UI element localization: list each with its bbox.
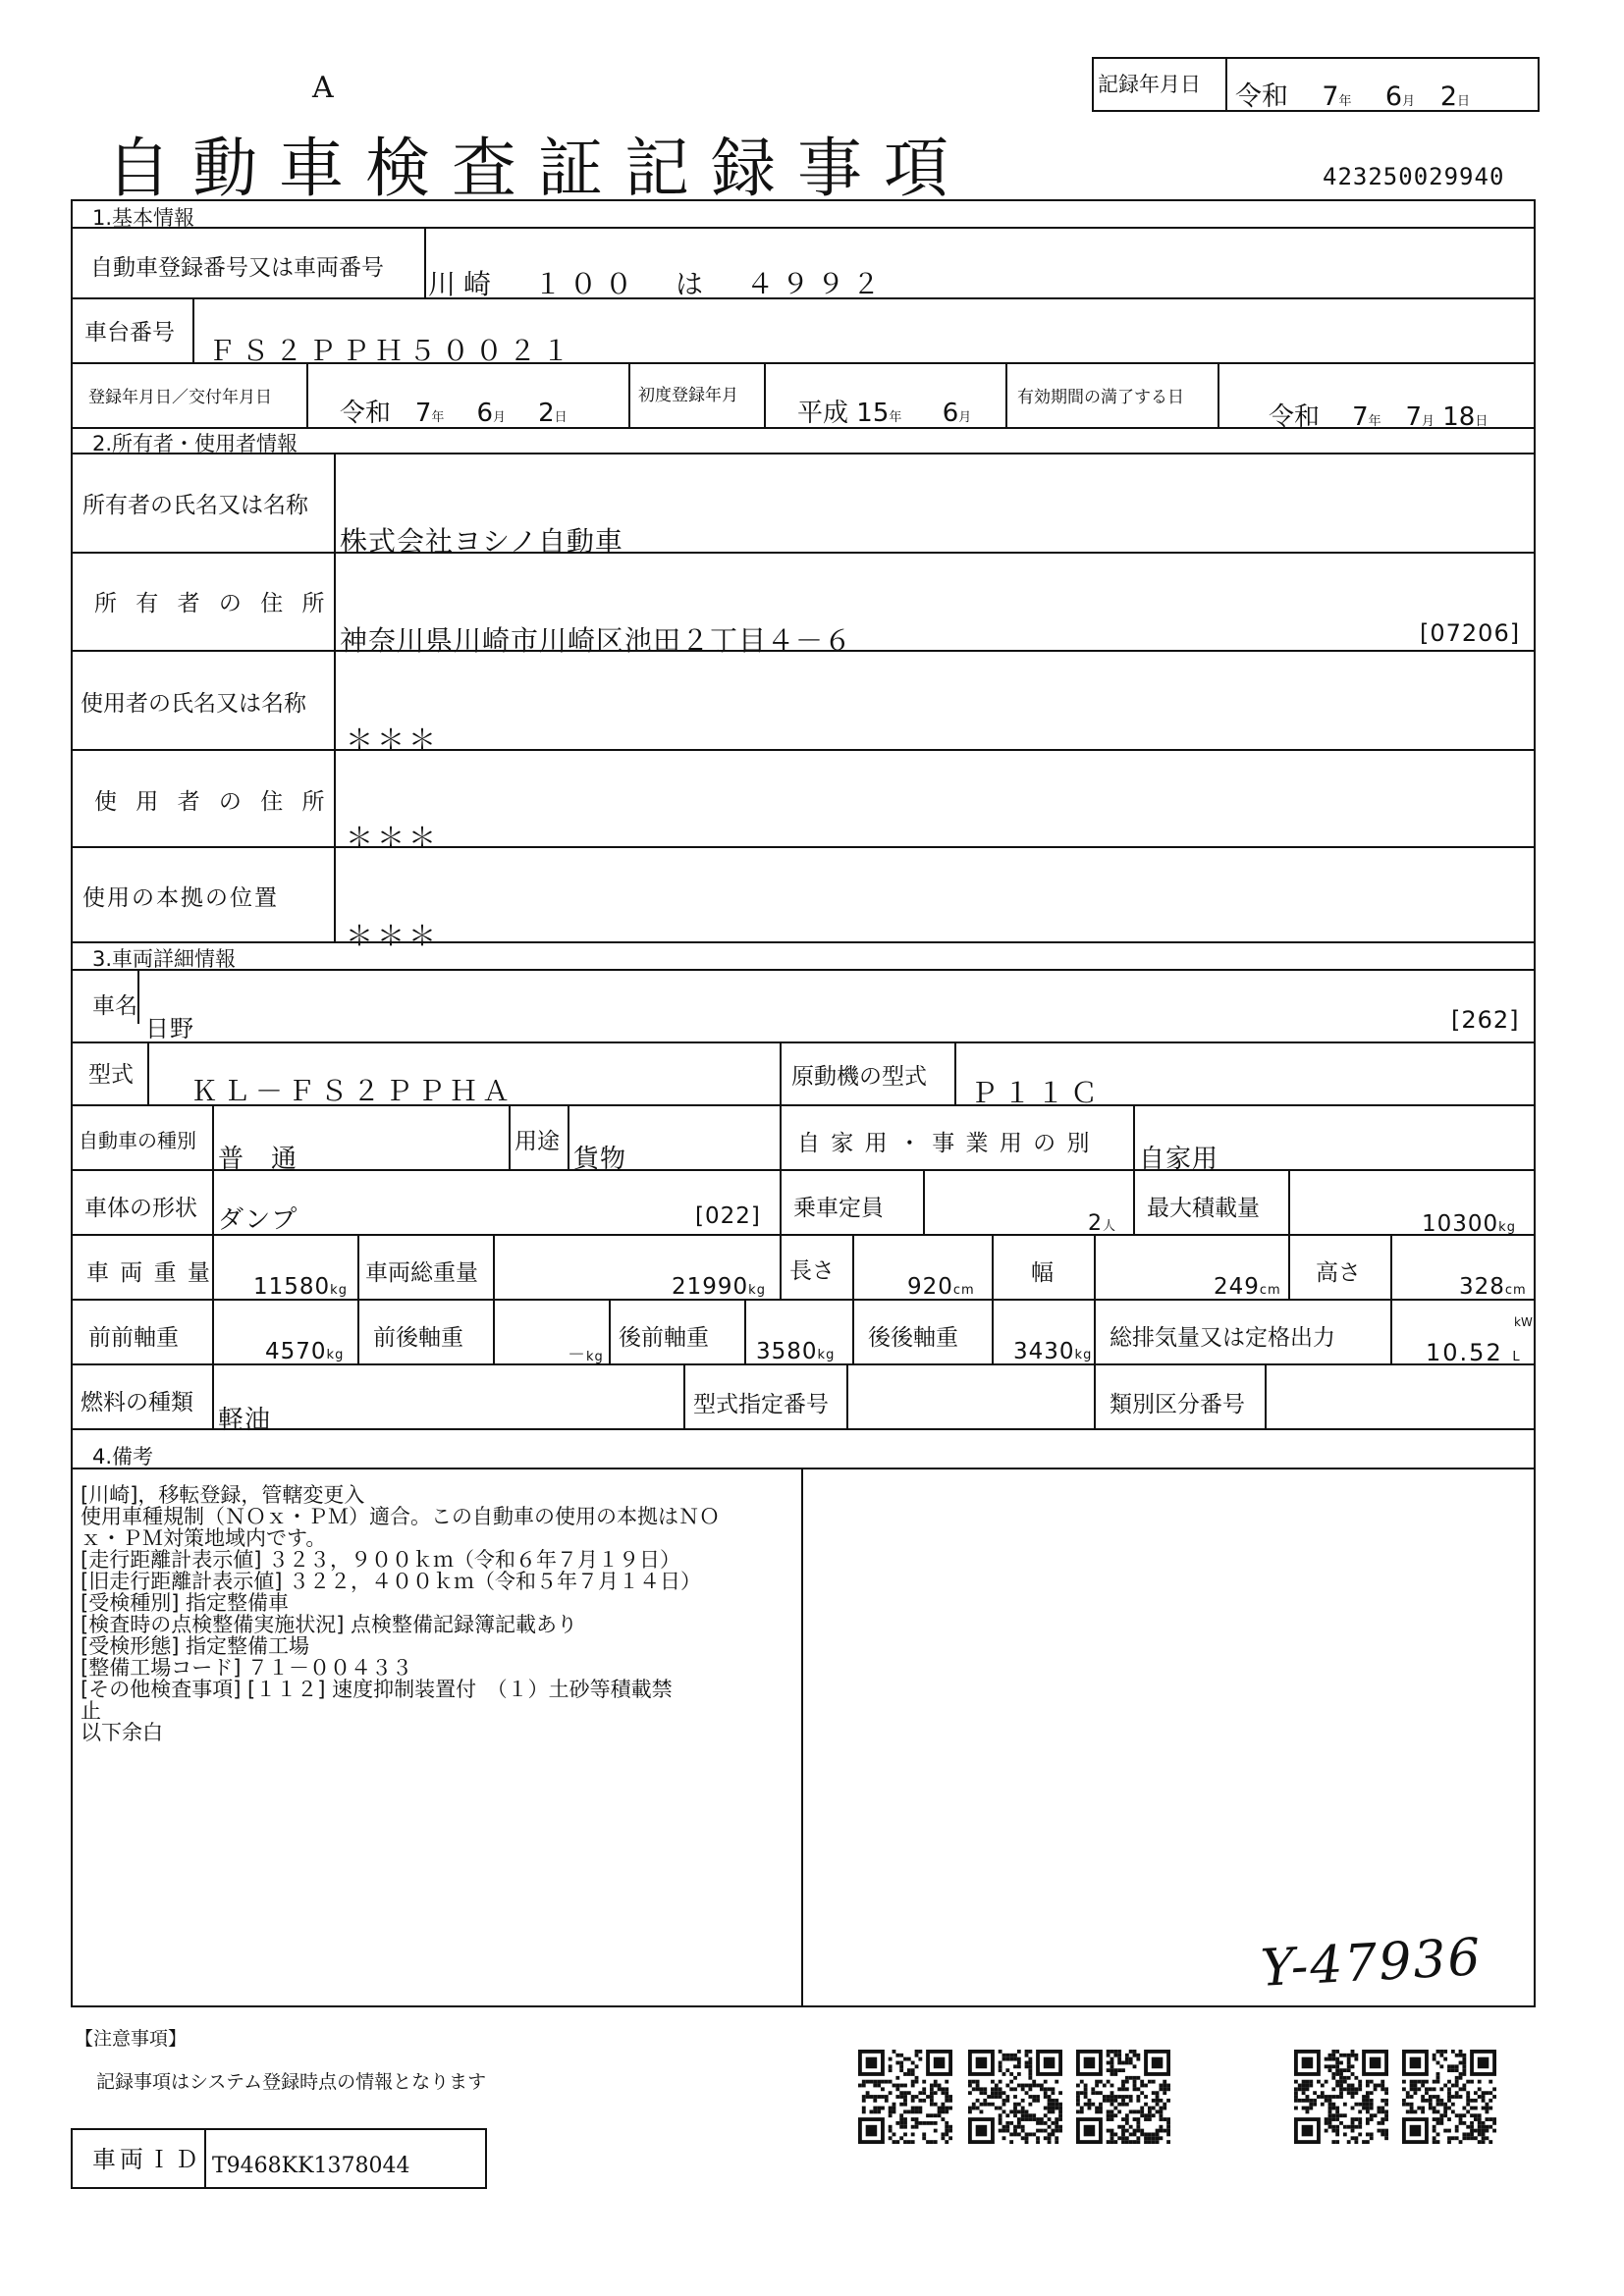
vehicle-kind-label: 自動車の種別 [79,1129,196,1152]
notes-title: 【注意事項】 [75,2028,188,2050]
max-load-value: 10300kg [1422,1211,1516,1237]
remarks-text [81,1484,720,1743]
use-value: 貨物 [573,1145,627,1174]
registration-number-label: 自動車登録番号又は車両番号 [90,255,384,281]
length-label: 長さ [789,1258,835,1284]
class-number-label: 類別区分番号 [1110,1392,1245,1417]
section4-title: 4.備考 [92,1445,154,1468]
rear-rear-axle-value: 3430kg [1013,1339,1093,1364]
expiry-date-label: 有効期間の満了する日 [1017,388,1184,407]
displacement-unit-kw: kW [1514,1315,1533,1329]
width-value: 249cm [1214,1274,1281,1300]
qr-code-2 [968,2050,1062,2144]
maker-value: 日野 [145,1015,194,1042]
maker-label: 車名 [92,993,137,1019]
vehicle-kind-value: 普 通 [218,1145,298,1174]
remarks-line: 止 [81,1699,101,1723]
record-date-value: 令和 7年 6月 2日 [1235,81,1471,112]
remarks-line: [受検形態] 指定整備工場 [81,1634,310,1658]
height-value: 328cm [1459,1274,1527,1300]
vehicle-id-value: T9468KK1378044 [212,2154,410,2178]
vehicle-id-label: 車両ＩＤ [92,2146,202,2173]
user-name-value: ＊＊＊ [346,723,441,756]
registration-date-value: 令和 7年 6月 2日 [340,399,568,428]
document-number: 423250029940 [1323,163,1505,190]
section1-title: 1.基本情報 [92,206,195,230]
remarks-line: [その他検査事項] [１１２] 速度抑制装置付 （１）土砂等積載禁 [81,1678,673,1701]
remarks-line: [走行距離計表示値] ３２３，９００ｋｍ（令和６年７月１９日） [81,1548,681,1572]
remarks-line: [川崎]，移転登録，管轄変更入 [81,1483,365,1507]
section2-title: 2.所有者・使用者情報 [92,432,298,455]
document-title: 自動車検査証記録事項 [106,131,970,206]
chassis-number-value: ＦＳ２ＰＰＨ５００２１ [208,335,576,367]
first-registration-value: 平成 15年 6月 [797,399,972,428]
type-designation-label: 型式指定番号 [693,1392,829,1417]
chassis-number-label: 車台番号 [84,320,175,346]
remarks-line: ｘ・ＰＭ対策地域内です。 [81,1526,327,1550]
remarks-line: 使用車種規制（ＮＯｘ・ＰＭ）適合。この自動車の使用の本拠はＮＯ [81,1505,720,1528]
front-rear-axle-label: 前後軸重 [373,1325,463,1351]
qr-code-3 [1076,2050,1170,2144]
length-value: 920cm [907,1274,975,1300]
remarks-line: [検査時の点検整備実施状況] 点検整備記録簿記載あり [81,1613,578,1636]
vehicle-weight-value: 11580kg [253,1274,348,1300]
record-date-label: 記録年月日 [1098,73,1201,96]
model-value: ＫＬ－ＦＳ２ＰＰＨＡ [190,1075,515,1107]
fuel-type-label: 燃料の種類 [81,1390,193,1415]
rear-front-axle-label: 後前軸重 [619,1325,709,1351]
rear-front-axle-value: 3580kg [756,1339,836,1364]
remarks-line: 以下余白 [81,1721,163,1744]
base-location-value: ＊＊＊ [346,920,441,952]
form-code: A [312,71,334,105]
user-address-label: 使 用 者 の 住 所 [94,789,331,815]
engine-model-value: Ｐ１１Ｃ [970,1077,1105,1109]
section3-title: 3.車両詳細情報 [92,947,237,971]
remarks-line: [旧走行距離計表示値] ３２２，４００ｋｍ（令和５年７月１４日） [81,1570,702,1593]
capacity-label: 乗車定員 [793,1196,884,1221]
base-location-label: 使用の本拠の位置 [82,885,279,911]
height-label: 高さ [1316,1260,1361,1286]
qr-code-1 [858,2050,952,2144]
owner-name-label: 所有者の氏名又は名称 [82,493,308,518]
owner-address-value: 神奈川県川崎市川崎区池田２丁目４－６ [340,624,853,657]
front-front-axle-label: 前前軸重 [88,1325,179,1351]
rear-rear-axle-label: 後後軸重 [868,1325,958,1351]
body-shape-value: ダンプ [218,1205,298,1235]
displacement-label: 総排気量又は定格出力 [1110,1325,1335,1351]
max-load-label: 最大積載量 [1147,1196,1260,1221]
private-business-label: 自 家 用 ・ 事 業 用 の 別 [797,1131,1092,1156]
body-shape-code: [022] [695,1203,761,1229]
registration-date-label: 登録年月日／交付年月日 [88,388,272,407]
use-label: 用途 [514,1129,560,1154]
qr-code-4 [1294,2050,1388,2144]
private-business-value: 自家用 [1139,1145,1219,1174]
notes-text: 記録事項はシステム登録時点の情報となります [96,2071,487,2093]
gross-weight-value: 21990kg [672,1274,766,1300]
remarks-line: [受検種別] 指定整備車 [81,1591,290,1615]
expiry-date-value: 令和 7年 7月 18日 [1269,402,1489,432]
owner-address-code: [07206] [1420,619,1521,647]
user-address-value: ＊＊＊ [346,822,441,854]
owner-name-value: 株式会社ヨシノ自動車 [340,525,623,558]
registration-number-value: 川崎 １００ は ４９９２ [428,268,889,300]
front-front-axle-value: 4570kg [265,1339,345,1364]
fuel-type-value: 軽油 [218,1406,272,1435]
width-label: 幅 [1031,1260,1054,1286]
body-shape-label: 車体の形状 [84,1196,197,1221]
gross-weight-label: 車両総重量 [365,1260,478,1286]
maker-code: [262] [1451,1006,1520,1034]
displacement-value: 10.52 L [1426,1339,1522,1366]
owner-address-label: 所 有 者 の 住 所 [94,591,331,616]
handwritten-stock-number: Y-47936 [1259,1928,1485,1999]
front-rear-axle-value: －kg [568,1345,604,1365]
capacity-value: 2人 [1088,1211,1117,1236]
remarks-line: [整備工場コード] ７１－００４３３ [81,1656,413,1680]
vehicle-weight-label: 車 両 重 量 [86,1260,212,1286]
engine-model-label: 原動機の型式 [791,1064,927,1090]
first-registration-label: 初度登録年月 [638,386,738,405]
model-label: 型式 [88,1062,134,1088]
qr-code-5 [1402,2050,1496,2144]
user-name-label: 使用者の氏名又は名称 [81,691,306,717]
